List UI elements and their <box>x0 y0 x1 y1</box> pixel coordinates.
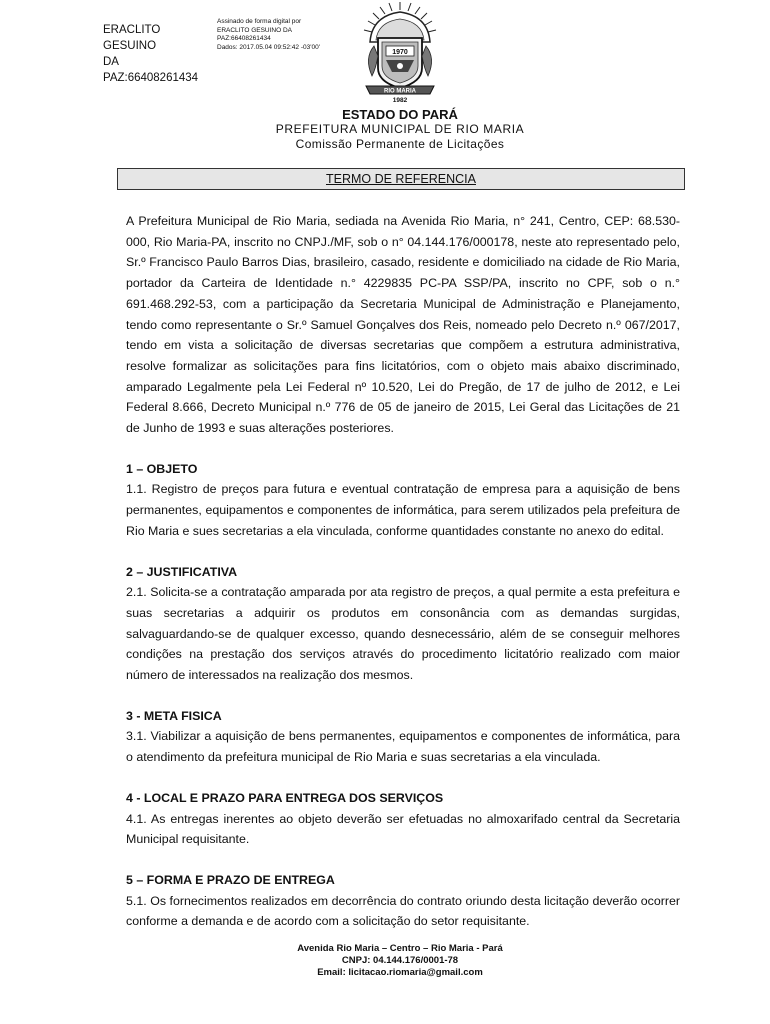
section-text: 5.1. Os fornecimentos realizados em decorrência do contrato oriundo desta licitação deverão ocorrer conforme a demanda e de acordo com a solicitação do setor requisitante. <box>126 893 680 929</box>
signature-meta-line: Assinado de forma digital por <box>217 18 302 25</box>
intro-paragraph: A Prefeitura Municipal de Rio Maria, sediada na Avenida Rio Maria, n° 241, Centro, CEP: 68.530-000, Rio Maria-PA, inscrito no CNPJ./MF, sob o n° 04.144.176/000178, neste ato representado pelo, Sr.º Francisco Paulo Barros Dias, brasileiro, casado, residente e domiciliado na cidade de Rio Maria, portador da Carteira de Identidade n.° 4229835 PC-PA SSP/PA, inscrito no CPF, sob o n.° 691.468.292-53, com a participação da Secretaria Municipal de Administração e Planejamento, tendo como representante o Sr.º Samuel Gonçalves dos Reis, nomeado pelo Decreto n.º 067/2017, tendo em vista a solicitação de diversas secretarias que compõem a estrutura administrativa, resolve formalizar as solicitações para fins licitatórios, com o objeto mais abaixo discriminado, amparado Legalmente pela Lei Federal nº 10.520, Lei do Pregão, de 17 de julho de 2012, e Lei Federal 8.666, Decreto Municipal n.º 776 de 05 de janeiro de 2015, Lei Geral das Licitações de 21 de Junho de 1993 e suas alterações posteriores. <box>126 214 680 436</box>
crest-year-bottom: 1982 <box>392 97 408 104</box>
section-title: 2 – JUSTIFICATIVA <box>126 564 238 579</box>
section-title: 4 - LOCAL E PRAZO PARA ENTREGA DOS SERVIÇOS <box>126 790 444 805</box>
section-title: 5 – FORMA E PRAZO DE ENTREGA <box>126 872 335 887</box>
footer-email: Email: licitacao.riomaria@gmail.com <box>317 967 483 978</box>
document-body <box>126 211 680 932</box>
section-text: 1.1. Registro de preços para futura e eventual contratação de empresa para a aquisição de bens permanentes, equipamentos e componentes de informática, para serem utilizados pela prefeitura de Rio Maria e sues secretarias a ela vinculada, conforme quantidades constante no anexo do edital. <box>126 482 680 538</box>
crest-year-top: 1970 <box>392 49 408 56</box>
section-title: 1 – OBJETO <box>126 461 198 476</box>
section-text: 4.1. As entregas inerentes ao objeto deverão ser efetuadas no almoxarifado central da Secretaria Municipal requisitante. <box>126 811 680 847</box>
document-footer <box>0 943 770 979</box>
digital-signature-details <box>217 18 357 52</box>
footer-cnpj: CNPJ: 04.144.176/0001-78 <box>341 955 459 966</box>
term-title-box <box>117 168 685 190</box>
signer-name-line1: ERACLITO GESUINO <box>103 24 161 52</box>
crest-banner: RIO MARIA <box>384 88 416 95</box>
signature-meta-line: PAZ:66408261434 <box>217 35 271 43</box>
footer-address: Avenida Rio Maria – Centro – Rio Maria - Pará <box>297 943 503 954</box>
commission-title: Comissão Permanente de Licitações <box>295 137 505 151</box>
city-hall-title: PREFEITURA MUNICIPAL DE RIO MARIA <box>275 122 525 136</box>
section-title: 3 - META FISICA <box>126 708 222 723</box>
signer-name-line2: DA PAZ:66408261434 <box>103 56 199 84</box>
section-text: 2.1. Solicita-se a contratação amparada por ata registro de preços, a qual permite a esta prefeitura e suas secretarias a adquirir os produtos em consonância com as demandas surgidas, salvaguardando-se de qualquer excesso, quando desnecessário, além de se conseguir melhores condições na prestação dos serviços através do procedimento licitatório realizado com maior número de interessados na realização dos mesmos. <box>126 585 680 683</box>
signature-meta-line: Dados: 2017.05.04 09:52:42 -03'00' <box>217 43 320 51</box>
digital-signature-name <box>103 22 213 86</box>
term-title: TERMO DE REFERENCIA <box>325 172 476 186</box>
state-title: ESTADO DO PARÁ <box>342 107 458 122</box>
section-text: 3.1. Viabilizar a aquisição de bens permanentes, equipamentos e componentes de informática, para o atendimento da prefeitura municipal de Rio Maria e suas secretarias a ela vinculada. <box>126 729 680 765</box>
signature-meta-line: ERACLITO GESUINO DA <box>217 26 293 34</box>
document-header <box>0 107 770 152</box>
municipal-coat-of-arms-icon <box>352 2 448 105</box>
